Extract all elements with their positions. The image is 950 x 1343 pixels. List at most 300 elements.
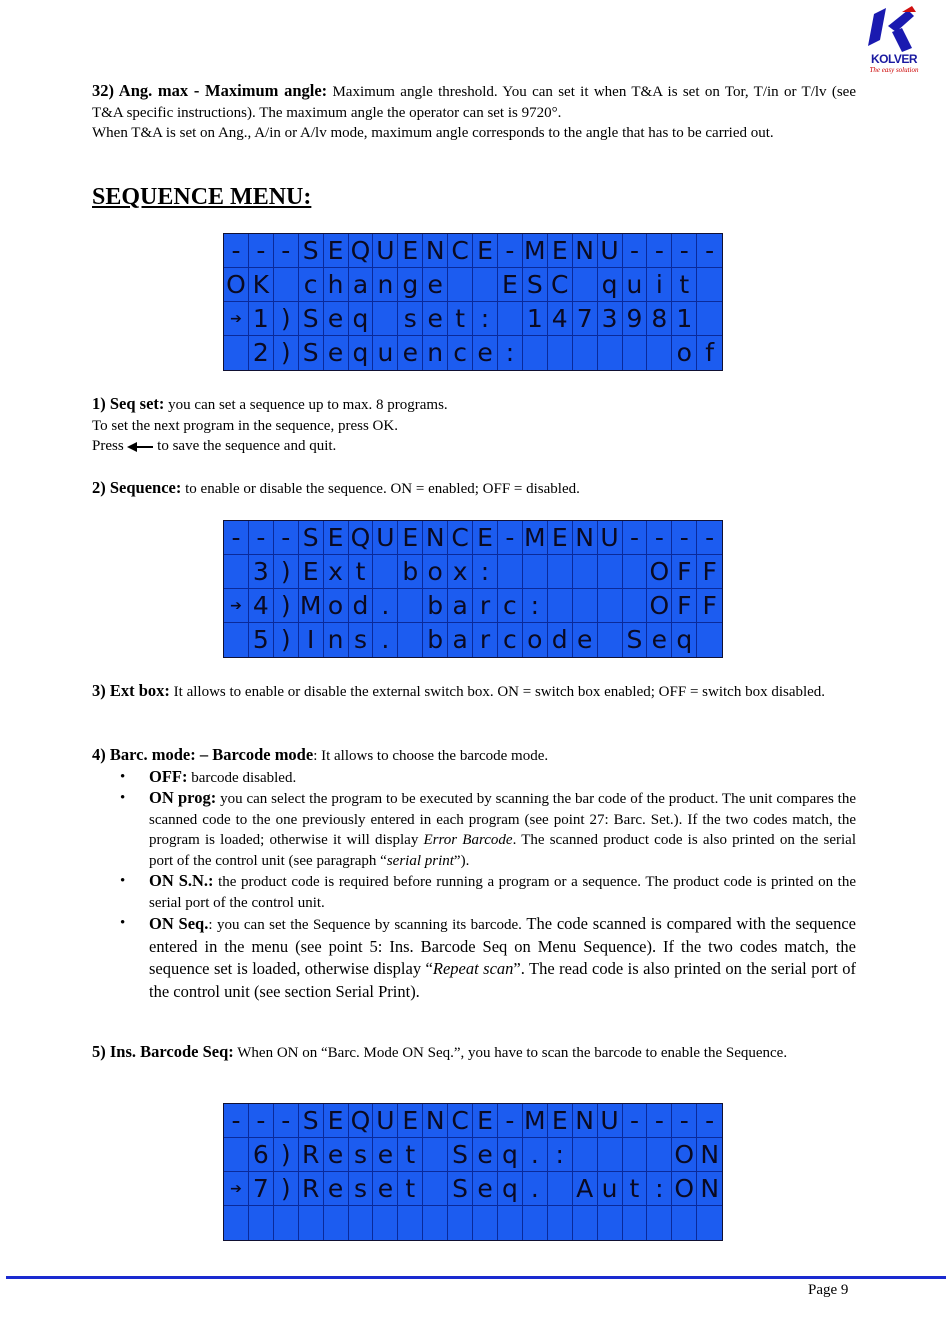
lcd-char: - (498, 234, 523, 268)
lcd-char (573, 1206, 598, 1240)
lcd-char: - (623, 1104, 648, 1138)
lcd-char (398, 1206, 423, 1240)
lcd-char: s (398, 302, 423, 336)
lcd-char: S (448, 1172, 473, 1206)
lcd-char (598, 555, 623, 589)
lcd-char (647, 1206, 672, 1240)
lcd-char: - (647, 521, 672, 555)
back-arrow-icon (127, 442, 153, 452)
lcd-char (473, 268, 498, 302)
barcode-mode-list (92, 767, 856, 1004)
lcd-char (448, 268, 473, 302)
lcd-char: - (249, 234, 274, 268)
para-3-text: It allows to enable or disable the external switch box. ON = switch box enabled; OFF = switch box disabled. (169, 684, 826, 700)
lcd-row (224, 1206, 722, 1240)
lcd-char: M (523, 521, 548, 555)
lcd-char: d (349, 589, 374, 623)
lcd-char (548, 1172, 573, 1206)
logo-tagline: The easy solution (869, 66, 919, 74)
lcd-char: t (672, 268, 697, 302)
lcd-char: - (249, 521, 274, 555)
lcd-char (598, 623, 623, 657)
lcd-char: : (473, 555, 498, 589)
lcd-char: - (623, 234, 648, 268)
lcd-char: t (448, 302, 473, 336)
lcd-char (224, 555, 249, 589)
lcd-char (598, 1206, 623, 1240)
lcd-char: S (523, 268, 548, 302)
lcd-char (598, 589, 623, 623)
para-2-text: to enable or disable the sequence. ON = enabled; OFF = disabled. (181, 481, 580, 497)
lcd-char (373, 302, 398, 336)
lcd-char: N (573, 1104, 598, 1138)
lcd-char: 1 (249, 302, 274, 336)
lcd-char: 3 (249, 555, 274, 589)
lcd-char: E (299, 555, 324, 589)
lcd-char: S (299, 521, 324, 555)
lcd-char (623, 555, 648, 589)
lcd-display-3 (223, 1103, 723, 1241)
lcd-char: - (672, 521, 697, 555)
lcd-char (498, 1206, 523, 1240)
lcd-char: . (523, 1172, 548, 1206)
para-4-label: 4) Barc. mode: – Barcode mode (92, 745, 314, 764)
para-2 (92, 478, 856, 500)
lcd-char: R (299, 1172, 324, 1206)
para-1-line3a: Press (92, 438, 128, 454)
lcd-char: S (299, 1104, 324, 1138)
lcd-char (448, 1206, 473, 1240)
lcd-char: O (672, 1138, 697, 1172)
lcd-char: : (548, 1138, 573, 1172)
section-heading: SEQUENCE MENU: (92, 184, 312, 210)
lcd-char (349, 1206, 374, 1240)
lcd-char: e (473, 336, 498, 370)
lcd-char: E (473, 521, 498, 555)
lcd-char: ) (274, 589, 299, 623)
lcd-char: F (697, 555, 722, 589)
lcd-char: U (373, 521, 398, 555)
lcd-char: ) (274, 1172, 299, 1206)
footer-divider (6, 1276, 946, 1279)
lcd-char (249, 1206, 274, 1240)
lcd-char: E (548, 234, 573, 268)
lcd-char: e (423, 302, 448, 336)
bullet-label: ON Seq. (149, 914, 209, 933)
lcd-char: t (398, 1172, 423, 1206)
lcd-char: e (473, 1138, 498, 1172)
lcd-char: F (697, 589, 722, 623)
lcd-char (697, 1206, 722, 1240)
lcd-char: b (423, 623, 448, 657)
lcd-char (647, 1138, 672, 1172)
lcd-char: 3 (598, 302, 623, 336)
lcd-char: 4 (249, 589, 274, 623)
lcd-char (548, 555, 573, 589)
lcd-char (274, 1206, 299, 1240)
lcd-char: 8 (647, 302, 672, 336)
lcd-char (573, 1138, 598, 1172)
bullet-text: ”. The read code is also printed on the serial port of the control unit (see section Serial Print). (149, 959, 857, 1001)
lcd-char: S (299, 302, 324, 336)
lcd-char: E (398, 1104, 423, 1138)
lcd-display-2 (223, 520, 723, 658)
lcd-char: e (373, 1172, 398, 1206)
lcd-char (623, 589, 648, 623)
lcd-char: U (598, 521, 623, 555)
lcd-char: E (548, 1104, 573, 1138)
lcd-char: c (299, 268, 324, 302)
lcd-char: a (349, 268, 374, 302)
lcd-char: 9 (623, 302, 648, 336)
lcd-char (573, 555, 598, 589)
bullet-text: The code scanned is compared with the sequence entered in the menu (see point 5: Ins. Barcode Seq on Menu Sequence). If the two codes match, the sequence set is loaded, otherwise display “ (149, 914, 856, 978)
lcd-char: N (423, 1104, 448, 1138)
lcd-char: h (324, 268, 349, 302)
lcd-char: ) (274, 1138, 299, 1172)
bullet-text: barcode disabled. (187, 769, 297, 786)
lcd-char: S (623, 623, 648, 657)
lcd-char: E (324, 521, 349, 555)
lcd-char: c (498, 589, 523, 623)
lcd-char: u (373, 336, 398, 370)
lcd-char: t (623, 1172, 648, 1206)
lcd-char: e (324, 302, 349, 336)
lcd-char: 1 (523, 302, 548, 336)
lcd-char (373, 1206, 398, 1240)
lcd-char: e (373, 1138, 398, 1172)
lcd-char: - (224, 234, 249, 268)
lcd-char: - (697, 521, 722, 555)
lcd-char: N (573, 234, 598, 268)
lcd-char: q (349, 302, 374, 336)
lcd-char: : (473, 302, 498, 336)
list-item (92, 871, 856, 913)
lcd-char (523, 1206, 548, 1240)
lcd-char: E (548, 521, 573, 555)
para-32 (92, 81, 856, 144)
lcd-char: o (523, 623, 548, 657)
lcd-char (697, 268, 722, 302)
lcd-char: u (623, 268, 648, 302)
lcd-char: C (448, 521, 473, 555)
lcd-char: ) (274, 336, 299, 370)
lcd-char (324, 1206, 349, 1240)
lcd-char: O (672, 1172, 697, 1206)
lcd-char (274, 268, 299, 302)
lcd-char: I (299, 623, 324, 657)
lcd-row (224, 521, 722, 555)
bullet-emphasis: Error Barcode (423, 832, 513, 848)
lcd-char: - (498, 1104, 523, 1138)
para-3 (92, 681, 856, 703)
lcd-char: . (373, 623, 398, 657)
lcd-char: q (672, 623, 697, 657)
lcd-char: t (398, 1138, 423, 1172)
lcd-char: - (672, 234, 697, 268)
lcd-char: e (324, 1138, 349, 1172)
lcd-row (224, 1104, 722, 1138)
lcd-char (423, 1138, 448, 1172)
lcd-char (598, 336, 623, 370)
lcd-char (573, 336, 598, 370)
lcd-char: t (349, 555, 374, 589)
lcd-char (548, 1206, 573, 1240)
lcd-char (299, 1206, 324, 1240)
para-5 (92, 1042, 856, 1064)
bullet-label: ON S.N.: (149, 871, 214, 890)
lcd-char: - (647, 234, 672, 268)
lcd-row (224, 555, 722, 589)
lcd-char: A (573, 1172, 598, 1206)
lcd-char: Q (349, 234, 374, 268)
page-number: Page 9 (808, 1282, 849, 1298)
lcd-char: - (274, 521, 299, 555)
lcd-char: M (523, 1104, 548, 1138)
lcd-char (623, 1206, 648, 1240)
lcd-char (224, 623, 249, 657)
lcd-char: 1 (672, 302, 697, 336)
lcd-cursor-arrow-icon: ➔ (224, 1172, 249, 1206)
lcd-char: e (647, 623, 672, 657)
lcd-char: C (448, 234, 473, 268)
lcd-char: o (423, 555, 448, 589)
lcd-char: F (672, 589, 697, 623)
lcd-char: a (448, 589, 473, 623)
lcd-char: E (398, 521, 423, 555)
lcd-char: c (498, 623, 523, 657)
lcd-char: g (398, 268, 423, 302)
lcd-char: q (498, 1138, 523, 1172)
lcd-char (623, 1138, 648, 1172)
lcd-char: : (647, 1172, 672, 1206)
lcd-char (523, 336, 548, 370)
lcd-char: i (647, 268, 672, 302)
lcd-char: E (398, 234, 423, 268)
lcd-char (672, 1206, 697, 1240)
lcd-char: u (598, 1172, 623, 1206)
lcd-char (373, 555, 398, 589)
bullet-text: ”). (453, 852, 470, 869)
lcd-char (623, 336, 648, 370)
lcd-char: S (299, 234, 324, 268)
lcd-char (697, 302, 722, 336)
lcd-char: - (224, 1104, 249, 1138)
lcd-char (548, 589, 573, 623)
para-1-line3b: to save the sequence and quit. (153, 438, 337, 454)
bullet-text: : you can set the Sequence by scanning its barcode. (208, 917, 522, 933)
lcd-char (224, 336, 249, 370)
lcd-row (224, 302, 722, 336)
lcd-char: r (473, 623, 498, 657)
lcd-char: - (249, 1104, 274, 1138)
lcd-char: - (274, 1104, 299, 1138)
lcd-char (224, 1206, 249, 1240)
lcd-char: : (498, 336, 523, 370)
lcd-char: b (398, 555, 423, 589)
logo-brand: KOLVER (870, 52, 918, 66)
lcd-char: 6 (249, 1138, 274, 1172)
lcd-char: E (498, 268, 523, 302)
bullet-label: OFF: (149, 766, 188, 786)
lcd-char: - (224, 521, 249, 555)
lcd-char: N (423, 234, 448, 268)
list-item (92, 788, 856, 871)
para-2-label: 2) Sequence: (92, 478, 182, 497)
list-item (92, 767, 856, 789)
lcd-row (224, 623, 722, 657)
lcd-char: ) (274, 623, 299, 657)
para-4-text: : It allows to choose the barcode mode. (313, 748, 549, 764)
lcd-char: o (672, 336, 697, 370)
para-1-label: 1) Seq set: (92, 394, 165, 413)
lcd-char: q (349, 336, 374, 370)
lcd-char: e (398, 336, 423, 370)
para-32-text1: Maximum angle threshold. You can set it when T&A is set on Tor, T/in or T/lv (see T&A specific instructions). The maximum angle the operator can set is 9720°. (92, 84, 856, 121)
lcd-char: . (373, 589, 398, 623)
lcd-char: - (697, 1104, 722, 1138)
list-item (92, 913, 856, 1003)
lcd-char: f (705, 338, 715, 367)
lcd-char (423, 1206, 448, 1240)
lcd-char: E (473, 234, 498, 268)
lcd-char: x (448, 555, 473, 589)
lcd-char: b (423, 589, 448, 623)
lcd-char: d (548, 623, 573, 657)
lcd-char: 7 (573, 302, 598, 336)
lcd-char: F (672, 555, 697, 589)
lcd-char: e (423, 268, 448, 302)
lcd-char (398, 623, 423, 657)
lcd-char: O (224, 268, 249, 302)
lcd-char: N (697, 1172, 722, 1206)
lcd-char: r (473, 589, 498, 623)
lcd-char (473, 1206, 498, 1240)
lcd-char (498, 302, 523, 336)
bullet-label: ON prog: (149, 788, 217, 807)
lcd-char: - (498, 521, 523, 555)
lcd-row (224, 268, 722, 302)
lcd-char (398, 589, 423, 623)
lcd-char (697, 623, 722, 657)
bullet-text: . The scanned product code is also printed on the serial port of the control unit (see paragraph “ (149, 832, 856, 869)
lcd-char: S (448, 1138, 473, 1172)
lcd-display-1 (223, 233, 723, 371)
lcd-char: n (423, 336, 448, 370)
lcd-char: E (473, 1104, 498, 1138)
lcd-row (224, 234, 722, 268)
lcd-char: s (349, 1138, 374, 1172)
bullet-emphasis: Repeat scan (432, 959, 514, 978)
lcd-char: C (448, 1104, 473, 1138)
lcd-char: 4 (548, 302, 573, 336)
lcd-char: x (324, 555, 349, 589)
lcd-cursor-arrow-icon: ➔ (224, 589, 249, 623)
bullet-text: you can select the program to be executed by scanning the bar code of the product. The unit compares the scanned code to the one previously entered in each program (see point 27: Barc. Set.). If the two codes match, the program is loaded; otherwise it will display (149, 791, 856, 848)
lcd-char: a (448, 623, 473, 657)
lcd-char: R (299, 1138, 324, 1172)
lcd-char: q (598, 268, 623, 302)
lcd-char: U (598, 1104, 623, 1138)
lcd-char (598, 1138, 623, 1172)
para-1-line1: you can set a sequence up to max. 8 programs. (164, 397, 448, 413)
lcd-char: Q (349, 1104, 374, 1138)
kolver-logo (862, 6, 926, 80)
lcd-char (548, 336, 573, 370)
lcd-char (573, 268, 598, 302)
lcd-char (498, 555, 523, 589)
lcd-row (224, 336, 722, 370)
lcd-char: - (647, 1104, 672, 1138)
lcd-char: s (349, 1172, 374, 1206)
para-1 (92, 394, 856, 457)
lcd-char (224, 1138, 249, 1172)
lcd-row (224, 1138, 722, 1172)
lcd-char: E (324, 234, 349, 268)
lcd-char: N (697, 1138, 722, 1172)
lcd-char: - (697, 234, 722, 268)
lcd-char: n (324, 623, 349, 657)
bullet-emphasis: serial print (386, 852, 454, 869)
lcd-char: O (647, 555, 672, 589)
lcd-char: S (299, 336, 324, 370)
lcd-char: : (523, 589, 548, 623)
para-5-label: 5) Ins. Barcode Seq: (92, 1042, 234, 1061)
lcd-char: s (349, 623, 374, 657)
lcd-char: 7 (249, 1172, 274, 1206)
lcd-char: e (473, 1172, 498, 1206)
lcd-char: - (623, 521, 648, 555)
lcd-char (573, 589, 598, 623)
lcd-char: C (548, 268, 573, 302)
kolver-k-icon (862, 6, 926, 54)
lcd-char: U (373, 1104, 398, 1138)
lcd-char: O (647, 589, 672, 623)
lcd-cursor-arrow-icon: ➔ (224, 302, 249, 336)
lcd-char: o (324, 589, 349, 623)
lcd-char: q (498, 1172, 523, 1206)
lcd-char: 2 (249, 336, 274, 370)
lcd-char: n (373, 268, 398, 302)
lcd-char: U (373, 234, 398, 268)
para-32-text2: When T&A is set on Ang., A/in or A/lv mode, maximum angle corresponds to the angle that has to be carried out. (92, 125, 774, 141)
lcd-char: M (299, 589, 324, 623)
lcd-char: K (249, 268, 274, 302)
lcd-char: M (523, 234, 548, 268)
lcd-char: c (448, 336, 473, 370)
para-1-line2: To set the next program in the sequence, press OK. (92, 417, 398, 434)
lcd-char: N (573, 521, 598, 555)
lcd-char: ) (274, 555, 299, 589)
para-32-label: 32) Ang. max - Maximum angle: (92, 81, 328, 100)
lcd-row (224, 589, 722, 623)
para-4 (92, 745, 856, 1003)
bullet-text: the product code is required before running a program or a sequence. The product code is printed on the serial port of the control unit. (149, 874, 856, 911)
para-5-text: When ON on “Barc. Mode ON Seq.”, you have to scan the barcode to enable the Sequence. (233, 1045, 788, 1061)
lcd-char (523, 555, 548, 589)
lcd-char (423, 1172, 448, 1206)
lcd-char: 5 (249, 623, 274, 657)
lcd-char: - (672, 1104, 697, 1138)
lcd-char: E (324, 1104, 349, 1138)
lcd-row (224, 1172, 722, 1206)
lcd-char: ) (274, 302, 299, 336)
lcd-char: U (598, 234, 623, 268)
lcd-char: - (274, 234, 299, 268)
lcd-char: e (324, 336, 349, 370)
lcd-char: e (324, 1172, 349, 1206)
lcd-char: . (523, 1138, 548, 1172)
